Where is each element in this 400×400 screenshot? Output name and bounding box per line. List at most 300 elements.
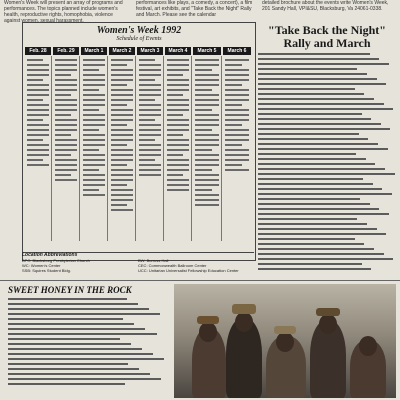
illegible-schedule-entry: [139, 69, 161, 71]
illegible-text-line: [258, 98, 374, 100]
illegible-schedule-entry: [225, 89, 249, 91]
illegible-schedule-entry: [225, 169, 249, 171]
illegible-schedule-entry: [167, 64, 189, 66]
illegible-schedule-entry: [111, 149, 133, 151]
illegible-text-line: [258, 268, 371, 270]
schedule-col-header: Feb. 29: [53, 47, 79, 55]
illegible-text-line: [8, 318, 123, 320]
illegible-schedule-entry: [139, 84, 161, 86]
illegible-schedule-entry: [195, 94, 219, 96]
illegible-schedule-entry: [83, 139, 105, 141]
illegible-schedule-entry: [83, 149, 99, 151]
illegible-text-line: [258, 213, 389, 215]
photo-person-head: [359, 336, 377, 356]
illegible-schedule-entry: [139, 114, 161, 116]
illegible-schedule-entry: [111, 154, 133, 156]
illegible-text-line: [258, 233, 386, 235]
illegible-schedule-entry: [27, 164, 49, 166]
illegible-schedule-entry: [225, 94, 249, 96]
illegible-schedule-entry: [167, 149, 189, 151]
legend-item: CEC: Commonwealth Ballroom Center: [138, 263, 207, 268]
illegible-schedule-entry: [111, 199, 133, 201]
illegible-text-line: [258, 128, 390, 130]
illegible-schedule-entry: [27, 134, 49, 136]
illegible-schedule-entry: [111, 89, 133, 91]
illegible-schedule-entry: [111, 79, 133, 81]
legend-item: WC: Women's Center: [22, 263, 61, 268]
illegible-schedule-entry: [139, 124, 161, 126]
illegible-schedule-entry: [111, 209, 133, 211]
illegible-schedule-entry: [167, 139, 189, 141]
illegible-schedule-entry: [83, 189, 99, 191]
illegible-schedule-entry: [139, 129, 161, 131]
illegible-schedule-entry: [139, 174, 161, 176]
illegible-text-line: [8, 353, 153, 355]
illegible-schedule-entry: [111, 124, 127, 126]
illegible-text-line: [8, 328, 145, 330]
schedule-column: [109, 56, 136, 241]
illegible-text-line: [258, 78, 377, 80]
illegible-schedule-entry: [55, 94, 71, 96]
illegible-text-line: [258, 138, 368, 140]
illegible-schedule-entry: [83, 99, 105, 101]
top-text-right: detailed brochure about the events write Women's Week, 201 Sandy Hall, VPI&SU, Blacksburg, Va 24061-0338.: [262, 0, 389, 12]
illegible-schedule-entry: [139, 159, 155, 161]
illegible-text-line: [8, 378, 161, 380]
illegible-schedule-entry: [111, 174, 133, 176]
feature-body: [8, 298, 166, 385]
illegible-schedule-entry: [55, 139, 77, 141]
illegible-text-line: [258, 73, 367, 75]
illegible-schedule-entry: [83, 174, 105, 176]
illegible-schedule-entry: [225, 99, 249, 101]
illegible-schedule-entry: [195, 79, 219, 81]
illegible-schedule-entry: [195, 64, 219, 66]
illegible-schedule-entry: [55, 84, 77, 86]
illegible-schedule-entry: [111, 194, 133, 196]
illegible-schedule-entry: [195, 184, 219, 186]
illegible-schedule-entry: [195, 129, 212, 131]
illegible-schedule-entry: [139, 99, 155, 101]
article-headline: "Take Back the Night" Rally and March: [268, 23, 386, 50]
illegible-schedule-entry: [111, 189, 133, 191]
illegible-text-line: [258, 258, 393, 260]
illegible-schedule-entry: [139, 154, 161, 156]
illegible-schedule-entry: [167, 104, 189, 106]
illegible-schedule-entry: [139, 139, 155, 141]
illegible-schedule-entry: [225, 79, 249, 81]
illegible-schedule-entry: [167, 189, 189, 191]
illegible-schedule-entry: [195, 69, 212, 71]
illegible-schedule-entry: [83, 154, 105, 156]
photo-person-headwrap: [197, 316, 219, 324]
photo-person-headwrap: [316, 308, 340, 316]
illegible-schedule-entry: [225, 74, 249, 76]
illegible-text-line: [258, 53, 370, 55]
illegible-schedule-entry: [83, 64, 105, 66]
illegible-schedule-entry: [139, 119, 155, 121]
illegible-text-line: [258, 168, 385, 170]
illegible-text-line: [8, 383, 125, 385]
illegible-schedule-entry: [167, 174, 183, 176]
illegible-schedule-entry: [111, 184, 127, 186]
illegible-schedule-entry: [195, 164, 219, 166]
illegible-schedule-entry: [55, 99, 77, 101]
illegible-text-line: [8, 313, 160, 315]
schedule-column: [165, 56, 192, 241]
illegible-schedule-entry: [167, 124, 189, 126]
illegible-text-line: [258, 158, 366, 160]
illegible-schedule-entry: [111, 59, 133, 61]
illegible-schedule-entry: [55, 169, 77, 171]
schedule-subtitle: Schedule of Events: [116, 36, 162, 42]
schedule-column: [223, 56, 251, 241]
illegible-schedule-entry: [195, 124, 219, 126]
illegible-text-line: [258, 243, 364, 245]
illegible-schedule-entry: [195, 179, 219, 181]
illegible-text-line: [258, 183, 373, 185]
illegible-schedule-entry: [27, 149, 49, 151]
illegible-schedule-entry: [27, 159, 43, 161]
illegible-schedule-entry: [55, 114, 71, 116]
illegible-schedule-entry: [27, 74, 49, 76]
feature-title: SWEET HONEY IN THE ROCK: [8, 285, 132, 295]
illegible-schedule-entry: [55, 149, 77, 151]
illegible-schedule-entry: [83, 164, 105, 166]
illegible-schedule-entry: [83, 114, 105, 116]
illegible-schedule-entry: [27, 129, 49, 131]
legend-item: BPC: Blacksburg Presbyterian Church: [22, 258, 90, 263]
illegible-schedule-entry: [139, 169, 161, 171]
illegible-schedule-entry: [167, 129, 189, 131]
location-legend: [22, 252, 254, 281]
illegible-schedule-entry: [225, 84, 242, 86]
illegible-schedule-entry: [167, 119, 189, 121]
illegible-schedule-entry: [55, 134, 71, 136]
illegible-schedule-entry: [225, 144, 242, 146]
illegible-schedule-entry: [27, 139, 43, 141]
schedule-box: [22, 22, 256, 261]
top-text-middle: performances like plays, a comedy, a concert), a film festival, art exhibits, and "Take Back the Night" Rally and March. Please see the calendar: [136, 0, 253, 18]
illegible-schedule-entry: [83, 89, 99, 91]
illegible-schedule-entry: [111, 114, 133, 116]
illegible-schedule-entry: [167, 159, 189, 161]
illegible-schedule-entry: [167, 69, 189, 71]
illegible-schedule-entry: [167, 109, 189, 111]
schedule-col-header: March 1: [81, 47, 107, 55]
illegible-schedule-entry: [139, 89, 161, 91]
illegible-schedule-entry: [83, 129, 99, 131]
illegible-text-line: [258, 228, 377, 230]
illegible-schedule-entry: [27, 154, 49, 156]
illegible-schedule-entry: [167, 79, 189, 81]
legend-item: BW: Burruss Hall: [138, 258, 169, 263]
illegible-schedule-entry: [27, 89, 49, 91]
illegible-text-line: [258, 253, 384, 255]
illegible-text-line: [8, 323, 134, 325]
illegible-schedule-entry: [167, 74, 183, 76]
illegible-text-line: [8, 303, 138, 305]
illegible-schedule-entry: [225, 119, 249, 121]
illegible-schedule-entry: [195, 174, 219, 176]
illegible-text-line: [258, 173, 395, 175]
illegible-schedule-entry: [55, 109, 77, 111]
illegible-text-line: [258, 143, 378, 145]
illegible-schedule-entry: [27, 84, 49, 86]
illegible-schedule-entry: [83, 144, 105, 146]
illegible-schedule-entry: [55, 104, 77, 106]
schedule-col-header: March 4: [165, 47, 191, 55]
illegible-schedule-entry: [111, 74, 133, 76]
schedule-title: Women's Week 1992: [96, 25, 182, 36]
illegible-text-line: [258, 68, 357, 70]
illegible-schedule-entry: [225, 154, 249, 156]
illegible-text-line: [258, 178, 363, 180]
photo-person-head: [199, 322, 217, 342]
illegible-schedule-entry: [225, 114, 249, 116]
illegible-schedule-entry: [225, 69, 249, 71]
schedule-column: [193, 56, 222, 241]
illegible-schedule-entry: [225, 104, 242, 106]
photo-person-headwrap: [274, 326, 296, 334]
illegible-schedule-entry: [167, 94, 183, 96]
illegible-schedule-entry: [167, 179, 189, 181]
illegible-schedule-entry: [83, 169, 99, 171]
legend-title: Location Abbreviations: [22, 252, 78, 258]
illegible-text-line: [258, 88, 355, 90]
illegible-schedule-entry: [55, 129, 77, 131]
illegible-schedule-entry: [139, 134, 161, 136]
illegible-schedule-entry: [83, 194, 105, 196]
illegible-schedule-entry: [225, 129, 249, 131]
feature-article: [8, 285, 166, 397]
illegible-schedule-entry: [83, 124, 105, 126]
schedule-column: [137, 56, 164, 241]
group-photo: [174, 284, 396, 398]
illegible-text-line: [258, 223, 367, 225]
illegible-schedule-entry: [83, 104, 105, 106]
illegible-schedule-entry: [55, 69, 77, 71]
photo-person-headwrap: [232, 304, 256, 314]
illegible-text-line: [258, 153, 356, 155]
illegible-schedule-entry: [27, 114, 49, 116]
illegible-schedule-entry: [111, 204, 127, 206]
illegible-schedule-entry: [111, 159, 133, 161]
illegible-text-line: [258, 238, 355, 240]
illegible-schedule-entry: [83, 94, 105, 96]
illegible-schedule-entry: [167, 154, 183, 156]
illegible-schedule-entry: [167, 164, 189, 166]
illegible-schedule-entry: [111, 94, 133, 96]
illegible-schedule-entry: [83, 79, 105, 81]
illegible-schedule-entry: [195, 74, 219, 76]
illegible-text-line: [258, 108, 393, 110]
schedule-column: [81, 56, 108, 241]
illegible-schedule-entry: [111, 169, 133, 171]
illegible-schedule-entry: [139, 79, 155, 81]
illegible-schedule-entry: [225, 124, 242, 126]
illegible-schedule-entry: [195, 104, 219, 106]
illegible-text-line: [258, 133, 359, 135]
illegible-schedule-entry: [225, 139, 249, 141]
illegible-schedule-entry: [55, 179, 77, 181]
article-body: [258, 53, 396, 270]
illegible-schedule-entry: [195, 119, 219, 121]
illegible-schedule-entry: [55, 64, 77, 66]
illegible-schedule-entry: [83, 74, 105, 76]
illegible-schedule-entry: [111, 69, 133, 71]
illegible-schedule-entry: [55, 119, 77, 121]
illegible-schedule-entry: [27, 144, 49, 146]
illegible-schedule-entry: [195, 144, 219, 146]
illegible-schedule-entry: [195, 134, 219, 136]
illegible-schedule-entry: [55, 154, 71, 156]
illegible-schedule-entry: [111, 84, 127, 86]
illegible-schedule-entry: [27, 119, 43, 121]
illegible-schedule-entry: [111, 179, 133, 181]
illegible-schedule-entry: [83, 109, 99, 111]
illegible-schedule-entry: [167, 144, 189, 146]
illegible-text-line: [258, 113, 362, 115]
illegible-schedule-entry: [195, 109, 212, 111]
photo-person-head: [319, 314, 337, 334]
illegible-schedule-entry: [139, 94, 161, 96]
illegible-schedule-entry: [139, 104, 161, 106]
illegible-schedule-entry: [27, 124, 49, 126]
illegible-text-line: [258, 263, 362, 265]
schedule-column: [25, 56, 52, 241]
illegible-text-line: [258, 203, 370, 205]
illegible-schedule-entry: [83, 84, 105, 86]
illegible-text-line: [8, 333, 157, 335]
illegible-schedule-entry: [111, 139, 133, 141]
illegible-schedule-entry: [27, 99, 43, 101]
illegible-schedule-entry: [167, 169, 189, 171]
illegible-schedule-entry: [111, 109, 133, 111]
illegible-schedule-entry: [83, 134, 105, 136]
illegible-schedule-entry: [139, 59, 155, 61]
illegible-schedule-entry: [83, 69, 99, 71]
illegible-schedule-entry: [111, 134, 133, 136]
illegible-schedule-entry: [111, 164, 127, 166]
illegible-text-line: [258, 123, 381, 125]
illegible-schedule-entry: [195, 139, 219, 141]
illegible-schedule-entry: [139, 109, 161, 111]
illegible-text-line: [8, 338, 120, 340]
illegible-schedule-entry: [55, 164, 77, 166]
schedule-col-header: March 6: [223, 47, 251, 55]
illegible-schedule-entry: [225, 134, 249, 136]
illegible-text-line: [8, 373, 150, 375]
schedule-col-header: Feb. 28: [25, 47, 51, 55]
illegible-text-line: [258, 208, 379, 210]
right-column-article: [258, 22, 396, 277]
illegible-schedule-entry: [139, 144, 161, 146]
illegible-schedule-entry: [195, 89, 212, 91]
illegible-text-line: [8, 298, 127, 300]
illegible-schedule-entry: [55, 144, 77, 146]
illegible-schedule-entry: [27, 69, 49, 71]
illegible-schedule-entry: [139, 64, 161, 66]
top-text-left: Women's Week will present an array of programs and performances. The topics planned include women's health, reproductive rights, homophobia, violence against women, sexual harassment,: [4, 0, 123, 24]
illegible-schedule-entry: [55, 174, 71, 176]
photo-person-head: [235, 312, 253, 332]
illegible-schedule-entry: [167, 134, 183, 136]
illegible-schedule-entry: [195, 154, 219, 156]
illegible-schedule-entry: [27, 79, 43, 81]
illegible-schedule-entry: [225, 59, 249, 61]
illegible-schedule-entry: [195, 84, 219, 86]
illegible-schedule-entry: [55, 59, 77, 61]
top-text-strip: [0, 0, 400, 22]
illegible-text-line: [258, 163, 375, 165]
illegible-schedule-entry: [111, 119, 133, 121]
illegible-schedule-entry: [225, 109, 249, 111]
illegible-text-line: [8, 343, 131, 345]
illegible-schedule-entry: [83, 179, 105, 181]
illegible-schedule-entry: [195, 149, 212, 151]
illegible-text-line: [258, 193, 392, 195]
illegible-text-line: [258, 63, 389, 65]
illegible-text-line: [8, 348, 142, 350]
illegible-schedule-entry: [167, 84, 189, 86]
illegible-schedule-entry: [27, 109, 49, 111]
schedule-col-header: March 5: [193, 47, 221, 55]
illegible-schedule-entry: [111, 129, 133, 131]
illegible-schedule-entry: [195, 59, 219, 61]
illegible-text-line: [8, 358, 164, 360]
legend-item: UCC: Unitarian Universalist Fellowship Education Center: [138, 268, 239, 273]
illegible-schedule-entry: [55, 89, 77, 91]
illegible-text-line: [258, 188, 382, 190]
illegible-schedule-entry: [195, 199, 219, 201]
illegible-schedule-entry: [55, 74, 71, 76]
illegible-schedule-entry: [27, 59, 43, 61]
illegible-schedule-entry: [195, 114, 219, 116]
illegible-schedule-entry: [55, 124, 77, 126]
illegible-schedule-entry: [111, 99, 133, 101]
illegible-schedule-entry: [225, 159, 249, 161]
illegible-schedule-entry: [83, 59, 105, 61]
illegible-schedule-entry: [195, 189, 212, 191]
illegible-schedule-entry: [83, 119, 105, 121]
illegible-text-line: [258, 58, 379, 60]
illegible-text-line: [258, 148, 388, 150]
illegible-schedule-entry: [225, 149, 249, 151]
illegible-schedule-entry: [55, 79, 77, 81]
schedule-col-header: March 2: [109, 47, 135, 55]
illegible-text-line: [258, 248, 374, 250]
illegible-schedule-entry: [225, 164, 242, 166]
illegible-schedule-entry: [167, 89, 189, 91]
illegible-schedule-entry: [27, 64, 49, 66]
schedule-column: [53, 56, 80, 241]
illegible-schedule-entry: [167, 184, 189, 186]
illegible-schedule-entry: [195, 159, 219, 161]
legend-item: SSB: Squires Student Bldg.: [22, 268, 71, 273]
illegible-text-line: [258, 93, 364, 95]
illegible-text-line: [258, 118, 371, 120]
illegible-text-line: [258, 218, 357, 220]
illegible-schedule-entry: [111, 144, 127, 146]
illegible-schedule-entry: [83, 159, 105, 161]
illegible-schedule-entry: [195, 169, 212, 171]
illegible-schedule-entry: [167, 99, 189, 101]
illegible-schedule-entry: [195, 194, 219, 196]
illegible-schedule-entry: [195, 204, 219, 206]
illegible-schedule-entry: [167, 59, 189, 61]
illegible-schedule-entry: [27, 94, 49, 96]
